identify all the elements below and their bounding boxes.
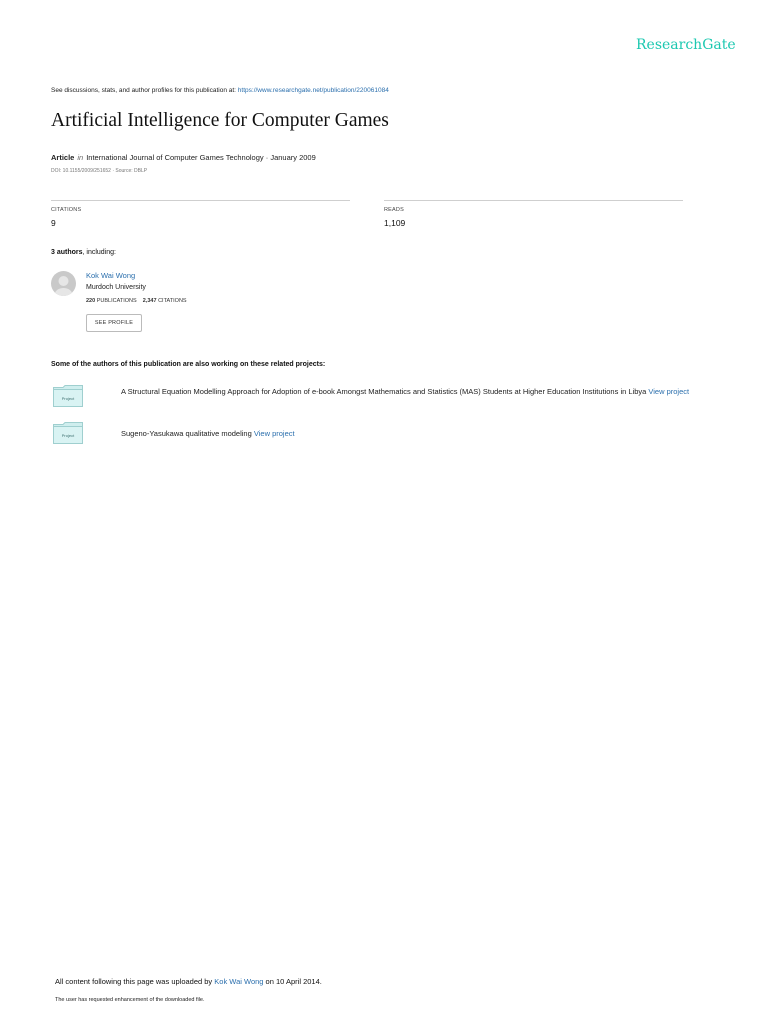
author-citations-count: 2,347 (142, 298, 157, 304)
project-title: Sugeno-Yasukawa qualitative modeling (121, 429, 252, 438)
author-publications-label: PUBLICATIONS (96, 298, 137, 304)
upload-note (55, 977, 322, 986)
publication-meta (51, 153, 316, 162)
project-folder-icon[interactable] (53, 385, 83, 407)
project-item (121, 386, 711, 398)
author-stats (86, 298, 187, 304)
publication-title: Artificial Intelligence for Computer Games (51, 110, 389, 131)
project-folder-icon[interactable] (53, 422, 83, 444)
project-icon-label: Project (61, 433, 75, 438)
authors-heading (51, 249, 116, 256)
enhancement-note: The user has requested enhancement of the downloaded file. (55, 997, 205, 1003)
researchgate-logo[interactable]: ResearchGate (636, 37, 736, 53)
upload-suffix: on 10 April 2014. (263, 977, 322, 986)
see-profile-button[interactable]: SEE PROFILE (86, 314, 142, 332)
doi-source: DOI: 10.1155/2009/251652 · Source: DBLP (51, 168, 148, 174)
project-item (121, 428, 711, 440)
citations-label: CITATIONS (51, 207, 82, 213)
discussion-text: See discussions, stats, and author profiles for this publication at: (51, 87, 238, 94)
reads-label: READS (384, 207, 404, 213)
project-icon-label: Project (61, 396, 75, 401)
reads-divider (384, 200, 683, 201)
upload-prefix: All content following this page was uploaded by (55, 977, 215, 986)
journal-name: International Journal of Computer Games Technology · January 2009 (86, 153, 316, 162)
citations-divider (51, 200, 350, 201)
related-projects-heading: Some of the authors of this publication are also working on these related projects: (51, 361, 326, 368)
in-word: in (77, 153, 84, 162)
author-avatar[interactable] (51, 271, 76, 296)
authors-including: , including: (82, 249, 116, 256)
publication-type: Article (51, 153, 75, 162)
publication-url-link[interactable]: https://www.researchgate.net/publication/220061084 (237, 87, 389, 94)
uploader-link[interactable]: Kok Wai Wong (214, 977, 264, 986)
author-institution: Murdoch University (86, 284, 146, 291)
view-project-link[interactable]: View project (648, 387, 690, 396)
discussion-line (51, 87, 389, 94)
citations-count: 9 (51, 218, 56, 228)
user-silhouette-icon (51, 271, 76, 296)
project-title: A Structural Equation Modelling Approach for Adoption of e-book Amongst Mathematics and Statistics (MAS) Students at Higher Education Institutions in Libya (121, 387, 647, 396)
view-project-link[interactable]: View project (253, 429, 295, 438)
reads-count: 1,109 (384, 218, 406, 228)
author-publications-count: 220 (86, 298, 96, 304)
authors-count: 3 authors (51, 249, 83, 256)
author-citations-label: CITATIONS (158, 298, 187, 304)
author-name-link[interactable]: Kok Wai Wong (86, 271, 136, 280)
